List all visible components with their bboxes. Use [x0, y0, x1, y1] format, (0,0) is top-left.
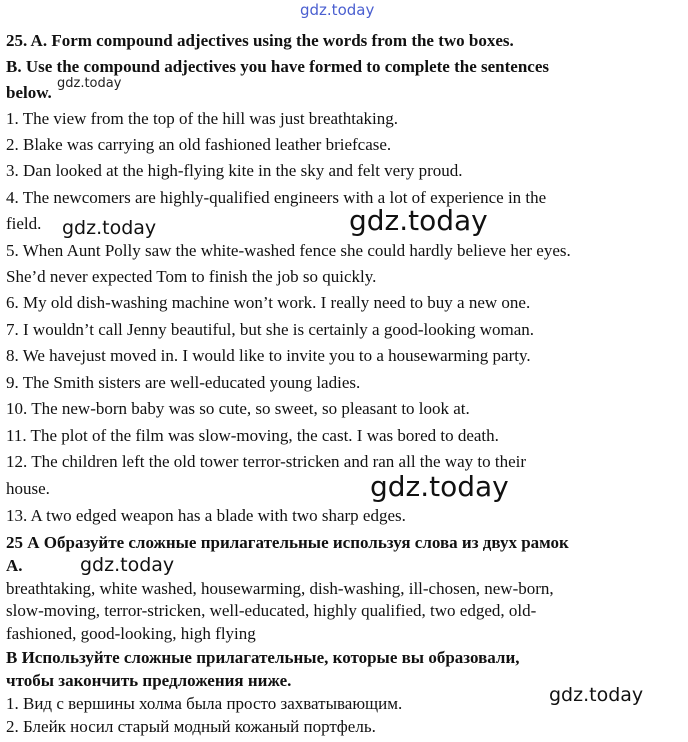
sentence-line: 2. Blake was carrying an old fashioned leather briefcase. — [6, 135, 392, 154]
watermark: gdz.today — [57, 76, 122, 91]
watermark: gdz.today — [370, 470, 509, 503]
sentence-line: She’d never expected Tom to finish the job so quickly. — [6, 267, 377, 286]
sentence-line: 8. We havejust moved in. I would like to invite you to a housewarming party. — [6, 346, 531, 365]
answer-line: slow-moving, terror-stricken, well-educated, highly qualified, two edged, old- — [6, 601, 537, 620]
heading-ru-a: А. — [6, 556, 23, 575]
sentence-line: 5. When Aunt Polly saw the white-washed fence she could hardly believe her eyes. — [6, 241, 571, 260]
sentence-line: 1. The view from the top of the hill was just breathtaking. — [6, 109, 399, 128]
watermark: gdz.today — [80, 554, 175, 576]
watermark: gdz.today — [300, 1, 375, 19]
heading-a: 25. A. Form compound adjectives using the words from the two boxes. — [6, 31, 514, 50]
sentence-line: 7. I wouldn’t call Jenny beautiful, but she is certainly a good-looking woman. — [6, 320, 534, 339]
watermark: gdz.today — [62, 217, 157, 239]
sentence-line: 3. Dan looked at the high-flying kite in the sky and felt very proud. — [6, 161, 463, 180]
sentence-line: field. — [6, 214, 42, 233]
heading-ru: 25 А Образуйте сложные прилагательные используя слова из двух рамок — [6, 533, 569, 552]
answer-line: fashioned, good-looking, high flying — [6, 624, 256, 643]
heading-ru-b: В Используйте сложные прилагательные, которые вы образовали, — [6, 648, 520, 667]
heading-ru-b-cont: чтобы закончить предложения ниже. — [6, 671, 292, 690]
sentence-line: 12. The children left the old tower terror-stricken and ran all the way to their — [6, 452, 527, 471]
watermark: gdz.today — [349, 204, 488, 237]
heading-b: B. Use the compound adjectives you have formed to complete the sentences — [6, 57, 549, 76]
sentence-line: 4. The newcomers are highly-qualified engineers with a lot of experience in the — [6, 188, 547, 207]
translation-line: 2. Блейк носил старый модный кожаный портфель. — [6, 717, 376, 736]
sentence-line: 9. The Smith sisters are well-educated young ladies. — [6, 373, 361, 392]
heading-b-cont: below. — [6, 83, 52, 102]
watermark: gdz.today — [549, 684, 644, 706]
sentence-line: 13. A two edged weapon has a blade with two sharp edges. — [6, 506, 406, 525]
translation-line: 1. Вид с вершины холма была просто захватывающим. — [6, 694, 403, 713]
sentence-line: 11. The plot of the film was slow-moving, the cast. I was bored to death. — [6, 426, 499, 445]
answer-line: breathtaking, white washed, housewarming, dish-washing, ill-chosen, new-born, — [6, 579, 554, 598]
sentence-line: 10. The new-born baby was so cute, so sweet, so pleasant to look at. — [6, 399, 470, 418]
sentence-line: 6. My old dish-washing machine won’t work. I really need to buy a new one. — [6, 293, 531, 312]
sentence-line: house. — [6, 479, 50, 498]
